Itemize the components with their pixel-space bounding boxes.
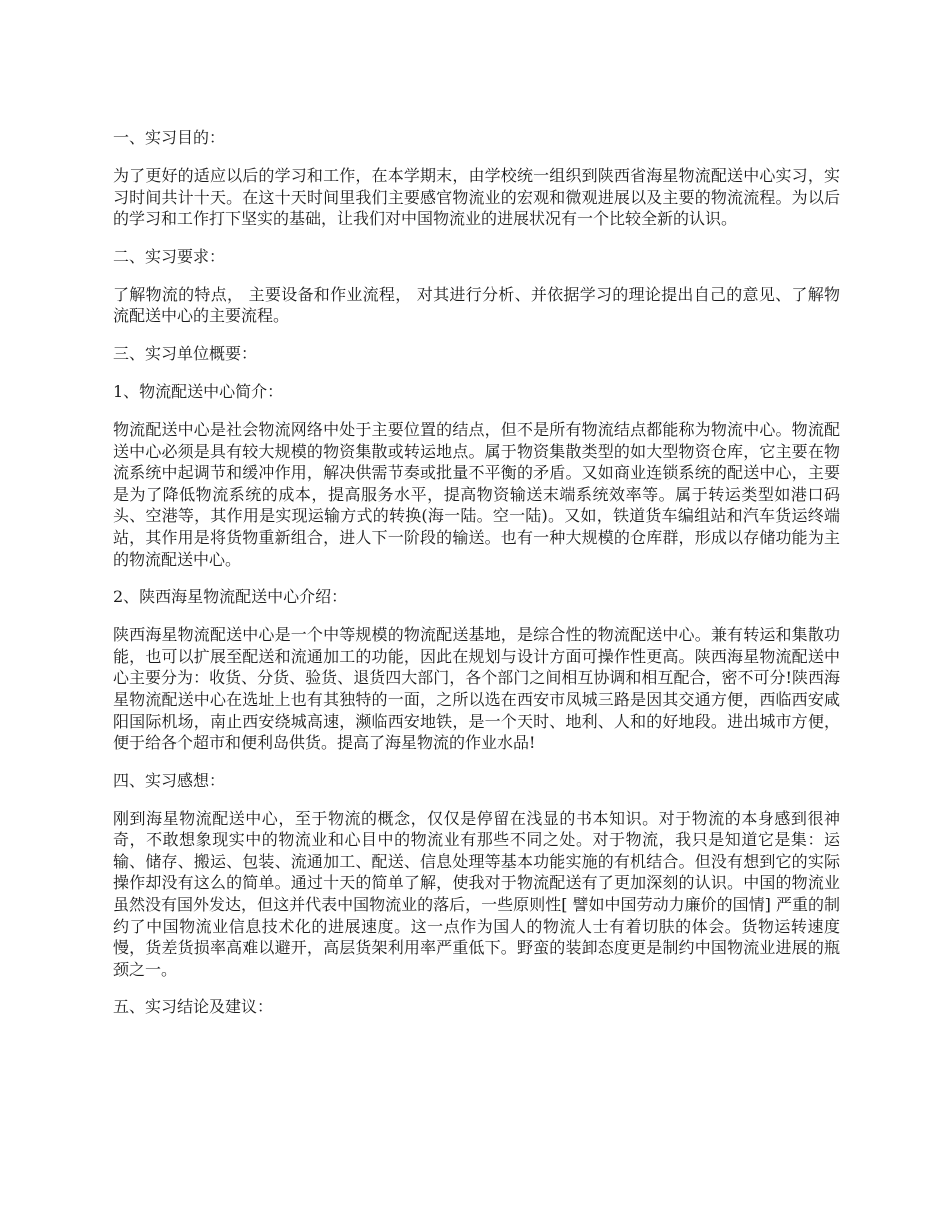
section-heading-reflections: 四、实习感想：	[113, 770, 226, 790]
section-heading-unit-overview: 三、实习单位概要：	[113, 343, 258, 363]
paragraph-requirements: 了解物流的特点， 主要设备和作业流程， 对其进行分析、并依据学习的理论提出自己的意见、了解物流配送中心的主要流程。	[113, 284, 840, 326]
section-heading-conclusions: 五、实习结论及建议：	[113, 997, 274, 1017]
paragraph-haixing-intro: 陕西海星物流配送中心是一个中等规模的物流配送基地，是综合性的物流配送中心。兼有转运和集散功能，也可以扩展至配送和流通加工的功能，因此在规划与设计方面可操作性更高。陕西海星物流配送中心主要分为：收货、分货、验货、退货四大部门，各个部门之间相互协调和相互配合，密不可分!陕西海星物流配送中心在选址上也有其独特的一面，之所以选在西安市凤城三路是因其交通方便，西临西安咸阳国际机场，南止西安绕城高速，濒临西安地铁，是一个天时、地利、人和的好地段。进出城市方便，便于给各个超市和便利岛供货。提高了海星物流的作业水品!	[113, 625, 840, 753]
section-heading-purpose: 一、实习目的：	[113, 128, 226, 147]
paragraph-reflections: 刚到海星物流配送中心，至于物流的概念，仅仅是停留在浅显的书本知识。对于物流的本身感到很神奇，不敢想象现实中的物流业和心目中的物流业有那些不同之处。对于物流，我只是知道它是集：运输、储存、搬运、包装、流通加工、配送、信息处理等基本功能实施的有机结合。但没有想到它的实际操作却没有这么的简单。通过十天的简单了解，使我对于物流配送有了更加深刻的认识。中国的物流业虽然没有国外发达，但这并代表中国物流业的落后，一些原则性[ 譬如中国劳动力廉价的国情] 严重的制约了中国物流业信息技术化的进展速度。这一点作为国人的物流人士有着切肤的体会。货物运转速度慢，货差货损率高难以避开，高层货架利用率严重低下。野蛮的装卸态度更是制约中国物流业进展的瓶颈之一。	[113, 808, 840, 979]
subsection-heading-center-intro: 1、物流配送中心简介：	[113, 381, 284, 401]
document-page	[113, 127, 840, 1017]
paragraph-center-intro: 物流配送中心是社会物流网络中处于主要位置的结点，但不是所有物流结点都能称为物流中心。物流配送中心必须是具有较大规模的物资集散或转运地点。属于物资集散类型的如大型物资仓库，它主要在物流系统中起调节和缓冲作用，解决供需节奏或批量不平衡的矛盾。又如商业连锁系统的配送中心，主要是为了降低物流系统的成本，提高服务水平，提高物资输送末端系统效率等。属于转运类型如港口码头、空港等，其作用是实现运输方式的转换(海一陆。空一陆)。又如，铁道货车编组站和汽车货运终端站，其作用是将货物重新组合，进人下一阶段的输送。也有一种大规模的仓库群，形成以存储功能为主的物流配送中心。	[113, 419, 840, 569]
section-heading-requirements: 二、实习要求：	[113, 246, 226, 266]
paragraph-purpose: 为了更好的适应以后的学习和工作，在本学期末，由学校统一组织到陕西省海星物流配送中心实习，实习时间共计十天。在这十天时间里我们主要感官物流业的宏观和微观进展以及主要的物流流程。为以后的学习和工作打下坚实的基础，让我们对中国物流业的进展状况有一个比较全新的认识。	[113, 166, 840, 229]
subsection-heading-haixing-intro: 2、陕西海星物流配送中心介绍：	[113, 587, 348, 607]
